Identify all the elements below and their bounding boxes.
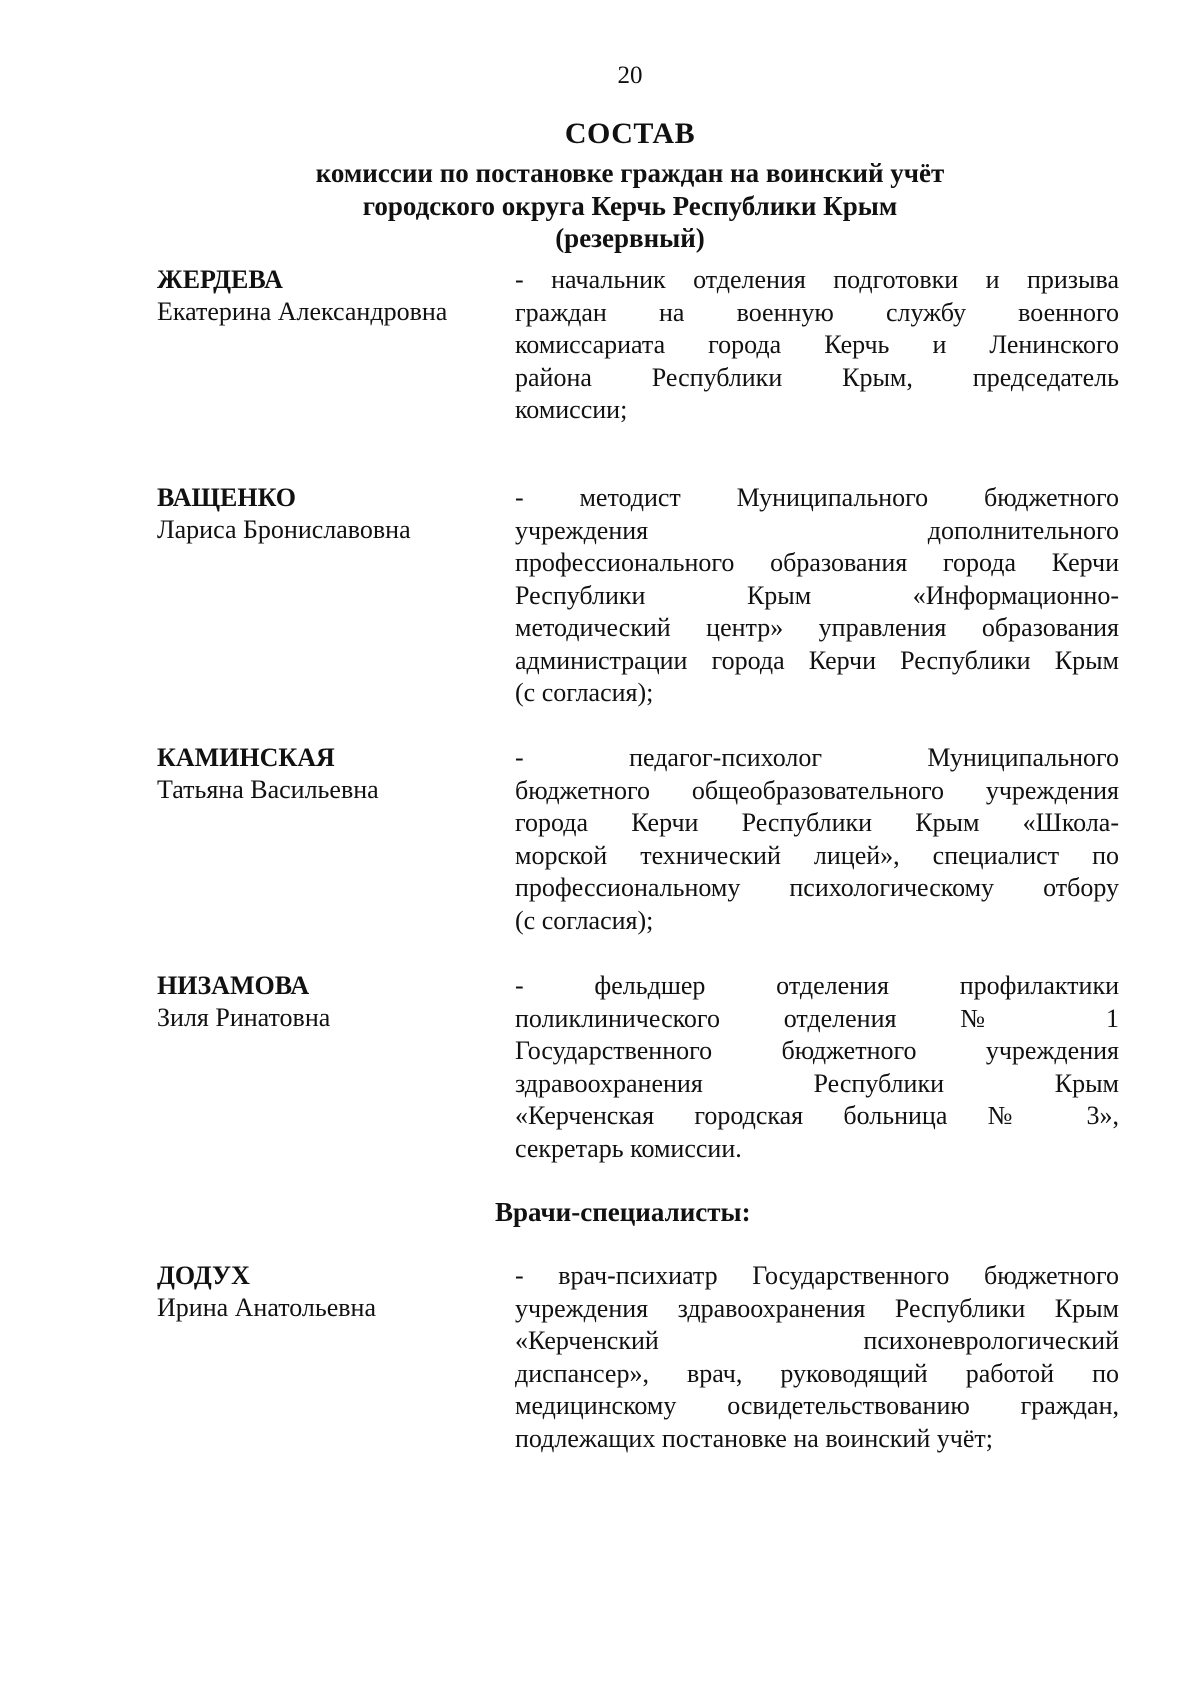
member-name: [157, 970, 497, 1034]
member-given-name: Лариса Брониславовна: [157, 515, 411, 544]
member-surname: КАМИНСКАЯ: [157, 743, 335, 772]
description-line: администрации города Керчи Республики Крым: [515, 645, 1119, 675]
description-line: учреждения дополнительного: [515, 515, 1119, 545]
member-description: [515, 482, 1119, 710]
description-line: методический центр» управления образования: [515, 613, 1119, 642]
document-title: СОСТАВ: [564, 117, 696, 150]
document-subtitle-line-1: комиссии по постановке граждан на воинский учёт: [315, 158, 945, 188]
member-surname: ЖЕРДЕВА: [157, 265, 283, 294]
description-line: профессионального образования города Керчи: [515, 548, 1119, 577]
member-description: [515, 1260, 1119, 1455]
description-line: «Керченская городская больница № 3»,: [515, 1101, 1119, 1130]
description-line: города Керчи Республики Крым «Школа-: [515, 808, 1119, 837]
member-name: [157, 482, 497, 546]
member-description: [515, 970, 1119, 1165]
description-line: подлежащих постановке на воинский учёт;: [515, 1423, 993, 1453]
description-line: медицинскому освидетельствованию граждан,: [515, 1391, 1119, 1420]
description-line: диспансер», врач, руководящий работой по: [515, 1358, 1119, 1388]
description-line: - педагог-психолог Муниципального: [515, 743, 1119, 772]
description-line: (с согласия);: [515, 905, 654, 935]
description-line: профессиональному психологическому отбору: [515, 873, 1119, 902]
description-line: - фельдшер отделения профилактики: [515, 971, 1119, 1000]
member-given-name: Екатерина Александровна: [157, 297, 448, 326]
member-surname: ДОДУХ: [157, 1261, 250, 1290]
description-line: Государственного бюджетного учреждения: [515, 1036, 1119, 1065]
member-given-name: Ирина Анатольевна: [157, 1293, 376, 1322]
description-line: поликлинического отделения № 1: [515, 1003, 1119, 1033]
member-given-name: Зиля Ринатовна: [157, 1003, 331, 1032]
member-name: [157, 1260, 497, 1324]
description-line: здравоохранения Республики Крым: [515, 1068, 1119, 1098]
description-line: - начальник отделения подготовки и призыва: [515, 265, 1119, 294]
section-heading-specialists: Врачи-специалисты:: [495, 1197, 751, 1227]
member-description: [515, 264, 1119, 427]
member-name: [157, 742, 497, 806]
description-line: комиссариата города Керчь и Ленинского: [515, 330, 1119, 359]
description-line: Республики Крым «Информационно-: [515, 580, 1119, 610]
document-subtitle-line-2: городского округа Керчь Республики Крым: [362, 191, 898, 221]
description-line: бюджетного общеобразовательного учреждения: [515, 775, 1119, 805]
member-surname: ВАЩЕНКО: [157, 483, 297, 512]
member-description: [515, 742, 1119, 937]
description-line: «Керченский психоневрологический: [515, 1326, 1119, 1355]
member-given-name: Татьяна Васильевна: [157, 775, 379, 804]
description-line: учреждения здравоохранения Республики Крым: [515, 1293, 1119, 1323]
description-line: - методист Муниципального бюджетного: [515, 483, 1119, 512]
description-line: морской технический лицей», специалист по: [515, 840, 1119, 870]
description-line: района Республики Крым, председатель: [515, 362, 1119, 392]
description-line: (с согласия);: [515, 678, 654, 707]
description-line: комиссии;: [515, 395, 628, 424]
description-line: граждан на военную службу военного: [515, 297, 1119, 327]
document-subtitle-line-3: (резервный): [555, 223, 705, 253]
member-surname: НИЗАМОВА: [157, 971, 310, 1000]
member-name: [157, 264, 497, 328]
page-number: 20: [617, 62, 643, 89]
description-line: секретарь комиссии.: [515, 1133, 742, 1163]
description-line: - врач-психиатр Государственного бюджетного: [515, 1261, 1119, 1290]
